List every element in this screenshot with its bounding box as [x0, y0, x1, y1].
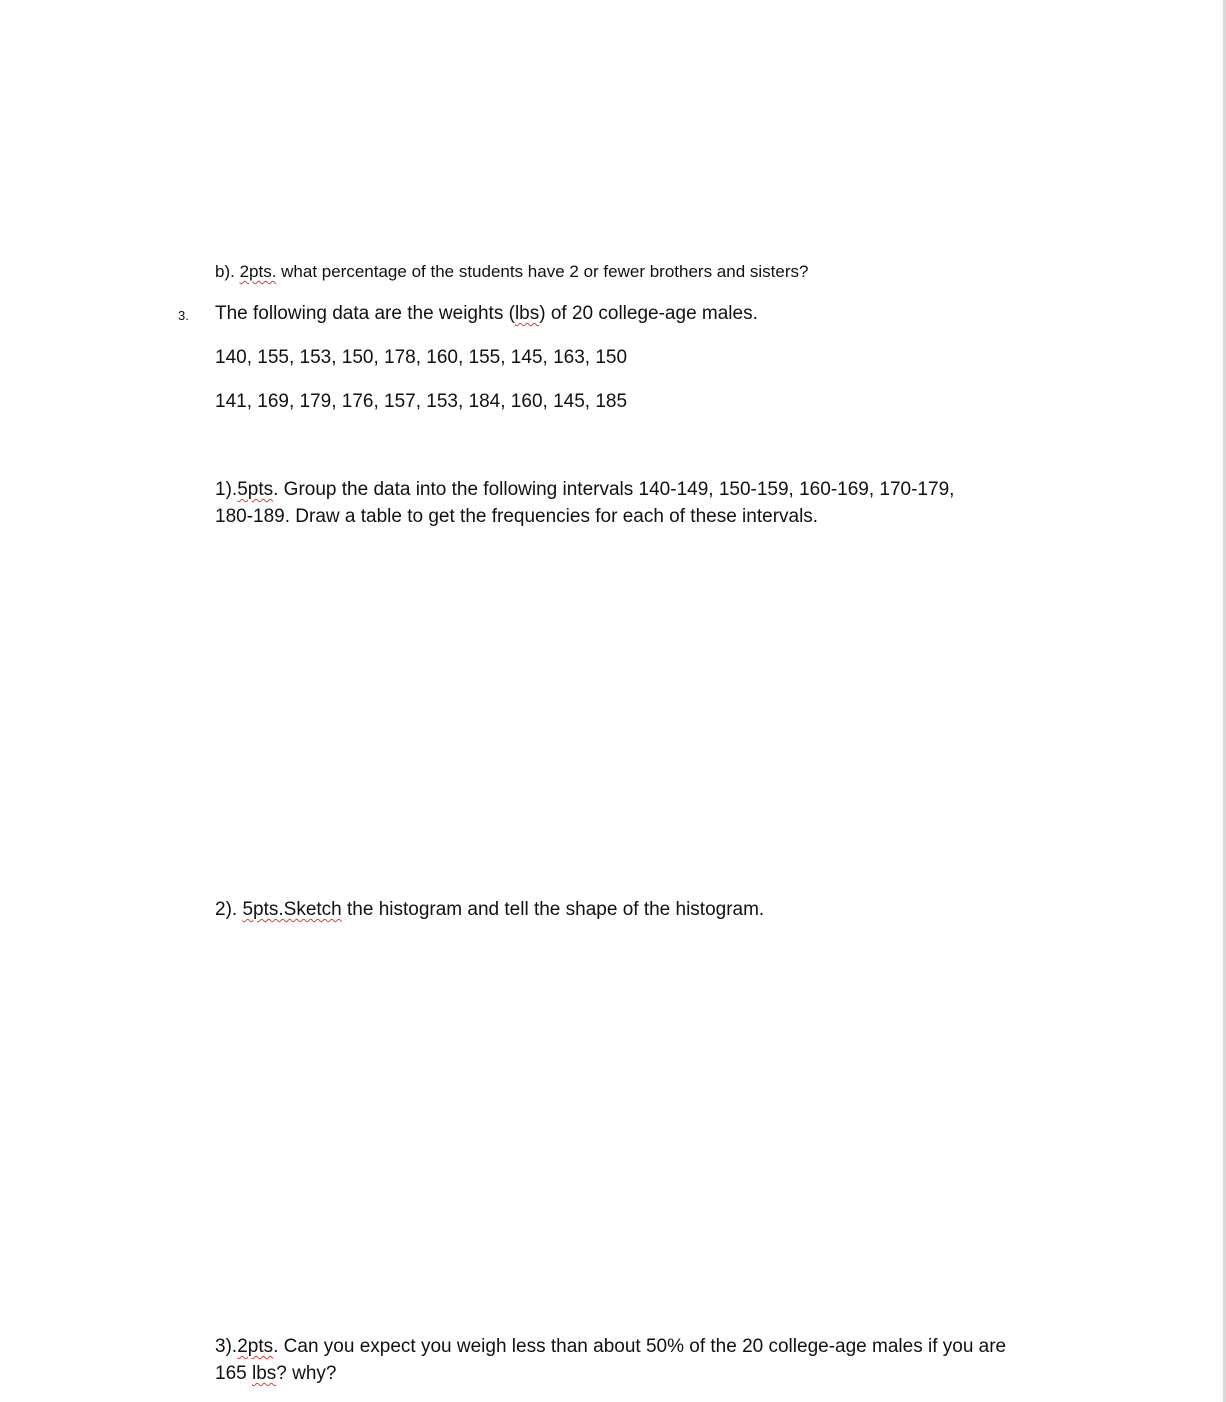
q3-line2-before: 165 [215, 1363, 252, 1384]
q1-prefix: 1). [215, 479, 238, 500]
q3-line2-unit: lbs [251, 1363, 277, 1384]
data-row-1: 140, 155, 153, 150, 178, 160, 155, 145, 163, 150 [215, 347, 628, 368]
q3-line2-after: ? why? [276, 1363, 337, 1384]
q1-points: 5pts [237, 479, 274, 500]
q2-line [215, 896, 764, 924]
part-b-text: what percentage of the students have 2 or fewer brothers and sisters? [276, 262, 809, 281]
q3-text: . Can you expect you weigh less than about 50% of the 20 college-age males if you are [273, 1336, 1007, 1357]
q3-line-1 [215, 1333, 1006, 1361]
data-row-2: 141, 169, 179, 176, 157, 153, 184, 160, 145, 185 [215, 391, 628, 412]
problem-intro-unit: lbs [514, 303, 540, 324]
problem-number: 3. [178, 308, 189, 323]
q3-prefix: 3). [215, 1336, 238, 1357]
q3-line-2 [215, 1360, 336, 1388]
q2-points: 5pts.Sketch [242, 899, 342, 920]
q1-line-1 [215, 476, 954, 504]
part-b-prefix: b). [215, 262, 240, 281]
problem-intro-before: The following data are the weights ( [215, 303, 515, 324]
problem-intro [215, 300, 758, 328]
problem-intro-after: ) of 20 college-age males. [539, 303, 758, 324]
q1-text: . Group the data into the following intervals 140-149, 150-159, 160-169, 170-179, [273, 479, 955, 500]
part-b-question [215, 258, 808, 286]
part-b-points: 2pts. [239, 262, 277, 281]
q3-points: 2pts [237, 1336, 274, 1357]
q1-line-2: 180-189. Draw a table to get the frequencies for each of these intervals. [215, 506, 819, 527]
q2-prefix: 2). [215, 899, 243, 920]
q2-text: the histogram and tell the shape of the histogram. [341, 899, 765, 920]
